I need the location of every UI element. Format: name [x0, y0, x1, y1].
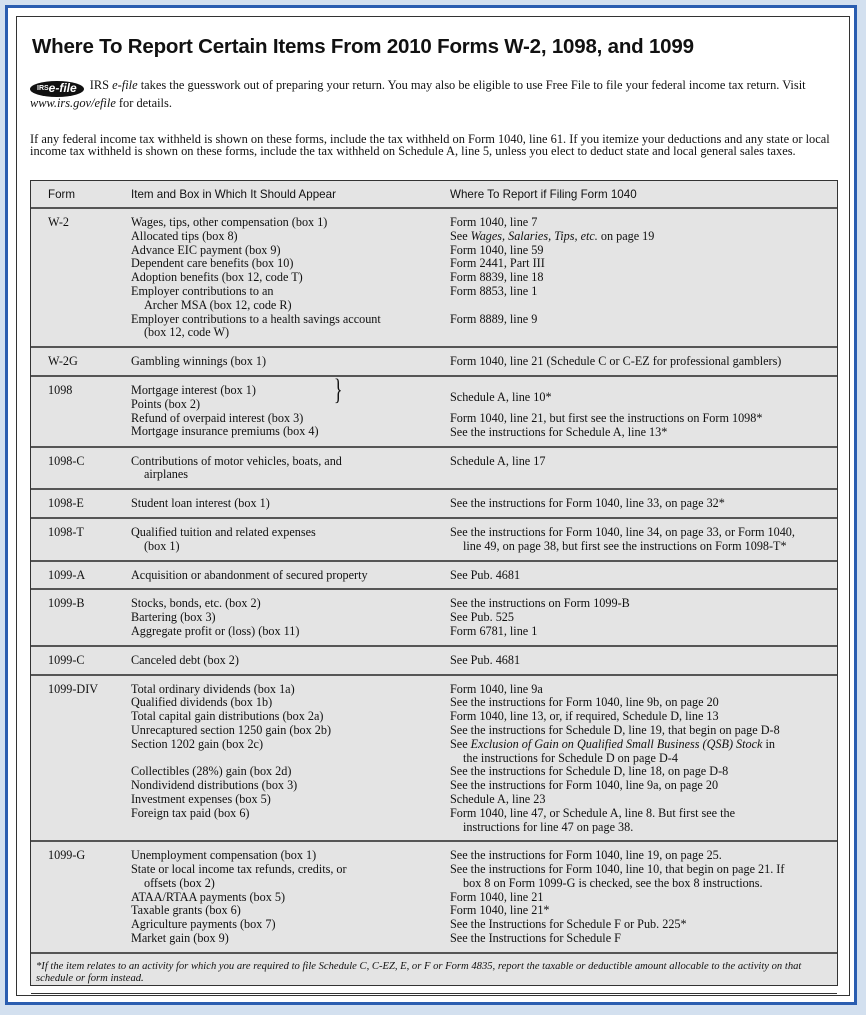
item-cell: Gambling winnings (box 1) — [131, 347, 450, 376]
brace-glyph: } — [333, 372, 343, 406]
where-cell: See the instructions for Form 1040, line 34, on page 33, or Form 1040, line 49, on page 38, but first see the instructions on Form 1098-T* — [450, 518, 837, 561]
efile-notice: IRSe-file IRS e-file takes the guesswork out of preparing your return. You may also be eligible to use Free File to file your federal income tax return. Visit www.irs.gov/efile for details. — [30, 78, 806, 110]
intro-paragraph: If any federal income tax withheld is shown on these forms, include the tax withheld on Form 1040, line 61. If you itemize your deductions and any state or local income tax withheld is shown on these forms, include the tax withheld on Schedule A, line 5, unless you elect to deduct state and local general sales taxes. — [30, 132, 830, 158]
table-row-w2 — [31, 208, 837, 347]
where-cell: Schedule A, line 17 — [450, 447, 837, 490]
efile-url-link[interactable]: www.irs.gov/efile — [30, 96, 116, 110]
table-row-1098e — [31, 489, 837, 518]
form-cell: 1099-C — [31, 646, 131, 675]
table-row-1099c — [31, 646, 837, 675]
form-cell: 1099-B — [31, 589, 131, 645]
table-row-1098t — [31, 518, 837, 561]
header-where: Where To Report if Filing Form 1040 — [450, 181, 837, 208]
header-item: Item and Box in Which It Should Appear — [131, 181, 450, 208]
item-cell: Qualified tuition and related expenses (box 1) — [131, 518, 450, 561]
item-cell: Canceled debt (box 2) — [131, 646, 450, 675]
item-cell: } Mortgage interest (box 1) Points (box 2) Refund of overpaid interest (box 3) Mortgage insurance premiums (box 4) — [131, 376, 450, 447]
where-cell: Form 1040, line 7 See Wages, Salaries, Tips, etc. on page 19 Form 1040, line 59 Form 2441, Part III Form 8839, line 18 Form 8853, line 1 Form 8889, line 9 — [450, 208, 837, 347]
table-row-1099b — [31, 589, 837, 645]
item-cell: Wages, tips, other compensation (box 1) Allocated tips (box 8) Advance EIC payment (box 9) Dependent care benefits (box 10) Adoption benefits (box 12, code T) Employer contributions to an Archer MSA (box 12, code R) Employer contributions to a health savings account (box 12, code W) — [131, 208, 450, 347]
header-form: Form — [31, 181, 131, 208]
table-row-1098c — [31, 447, 837, 490]
form-cell: 1098-T — [31, 518, 131, 561]
item-cell: Stocks, bonds, etc. (box 2) Bartering (box 3) Aggregate profit or (loss) (box 11) — [131, 589, 450, 645]
table-row-1099div — [31, 675, 837, 842]
form-cell: 1099-A — [31, 561, 131, 590]
page-title: Where To Report Certain Items From 2010 Forms W-2, 1098, and 1099 — [32, 35, 694, 58]
report-table — [30, 180, 838, 986]
where-cell: See the instructions for Form 1040, line 33, on page 32* — [450, 489, 837, 518]
item-cell: Total ordinary dividends (box 1a) Qualified dividends (box 1b) Total capital gain distributions (box 2a) Unrecaptured section 1250 gain (box 2b) Section 1202 gain (box 2c) Collectibles (28%) gain (box 2d) Nondividend distributions (box 3) Investment expenses (box 5) Foreign tax paid (box 6) — [131, 675, 450, 842]
form-cell: 1098 — [31, 376, 131, 447]
table-row-1099a — [31, 561, 837, 590]
footnote-text: *If the item relates to an activity for which you are required to file Schedule C, C-EZ, E, or F or Form 4835, report the taxable or deductible amount allocable to the activity on that schedule or form instead. — [31, 953, 837, 994]
where-cell: See Pub. 4681 — [450, 646, 837, 675]
form-cell: 1098-C — [31, 447, 131, 490]
table-row-1099g — [31, 841, 837, 953]
where-cell: Form 1040, line 21 (Schedule C or C-EZ for professional gamblers) — [450, 347, 837, 376]
form-cell: 1099-G — [31, 841, 131, 953]
form-cell: 1099-DIV — [31, 675, 131, 842]
form-cell: W-2 — [31, 208, 131, 347]
where-cell: See the instructions for Form 1040, line 19, on page 25. See the instructions for Form 1040, line 10, that begin on page 21. If box 8 on Form 1099-G is checked, see the box 8 instructions. Form 1040, line 21 Form 1040, line 21* See the Instructions for Schedule F or Pub. 225* See the Instructions for Schedule F — [450, 841, 837, 953]
table-footnote-row — [31, 953, 837, 994]
where-cell: See Pub. 4681 — [450, 561, 837, 590]
where-cell: See the instructions on Form 1099-B See Pub. 525 Form 6781, line 1 — [450, 589, 837, 645]
table-row-w2g — [31, 347, 837, 376]
item-cell: Unemployment compensation (box 1) State or local income tax refunds, credits, or offsets (box 2) ATAA/RTAA payments (box 5) Taxable grants (box 6) Agriculture payments (box 7) Market gain (box 9) — [131, 841, 450, 953]
item-cell: Student loan interest (box 1) — [131, 489, 450, 518]
item-cell: Contributions of motor vehicles, boats, and airplanes — [131, 447, 450, 490]
where-cell: Form 1040, line 9a See the instructions for Form 1040, line 9b, on page 20 Form 1040, line 13, or, if required, Schedule D, line 13 See the instructions for Schedule D, line 19, that begin on page D-8 See Exclusion of Gain on Qualified Small Business (QSB) Stock in the instructions for Schedule D on page D-4 See the instructions for Schedule D, line 18, on page D-8 See the instructions for Form 1040, line 9a, on page 20 Schedule A, line 23 Form 1040, line 47, or Schedule A, line 8. But first see the instructions for line 47 on page 38. — [450, 675, 837, 842]
irs-efile-logo: IRSe-file — [30, 81, 84, 97]
item-cell: Acquisition or abandonment of secured property — [131, 561, 450, 590]
form-cell: 1098-E — [31, 489, 131, 518]
where-cell: Schedule A, line 10* Form 1040, line 21, but first see the instructions on Form 1098* See the instructions for Schedule A, line 13* — [450, 376, 837, 447]
form-cell: W-2G — [31, 347, 131, 376]
table-row-1098 — [31, 376, 837, 447]
